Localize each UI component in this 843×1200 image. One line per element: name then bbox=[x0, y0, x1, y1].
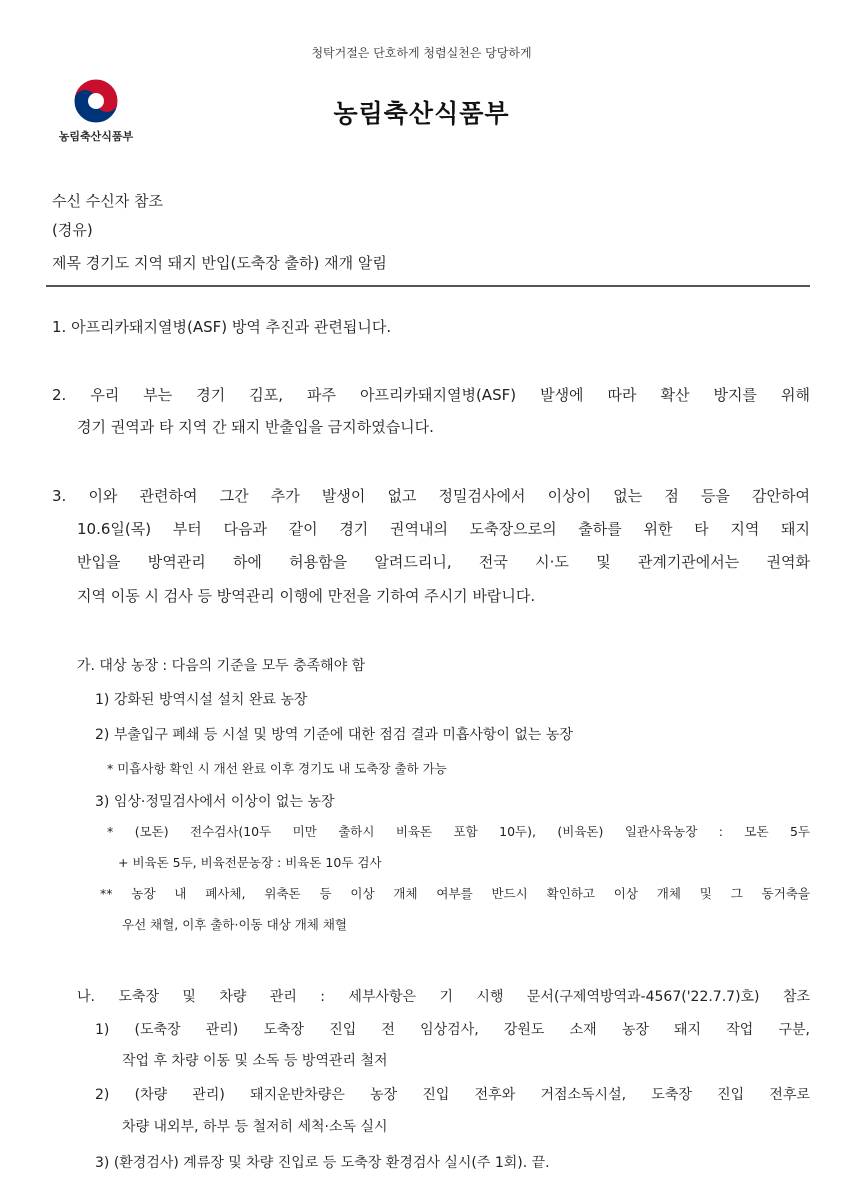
paragraph-1: 1. 아프리카돼지열병(ASF) 방역 추진과 관련됩니다. bbox=[52, 318, 392, 336]
section-ga-item-3-note-2-line-1: ** 농장 내 폐사체, 위축돈 등 이상 개체 여부를 반드시 확인하고 이상 개체 및 그 동거축을 bbox=[100, 886, 810, 901]
paragraph-2-line-2: 경기 권역과 타 지역 간 돼지 반출입을 금지하였습니다. bbox=[77, 418, 434, 436]
section-ga-item-1: 1) 강화된 방역시설 설치 완료 농장 bbox=[95, 692, 308, 708]
section-ga-item-3-note-1-line-1: * (모돈) 전수검사(10두 미만 출하시 비육돈 포함 10두), (비육돈) 일관사육농장 : 모돈 5두 bbox=[107, 824, 810, 839]
subject-line: 제목 경기도 지역 돼지 반입(도축장 출하) 재개 알림 bbox=[52, 254, 387, 272]
section-na-item-1-line-2: 작업 후 차량 이동 및 소독 등 방역관리 철저 bbox=[122, 1053, 388, 1069]
section-na-item-2-line-2: 차량 내외부, 하부 등 철저히 세척·소독 실시 bbox=[122, 1119, 388, 1135]
section-na-title: 나. 도축장 및 차량 관리 : 세부사항은 기 시행 문서(구제역방역과-4567('22.7.7)호) 참조 bbox=[77, 989, 810, 1005]
slogan: 청탁거절은 단호하게 청렴실천은 당당하게 bbox=[311, 46, 532, 60]
section-ga-item-2: 2) 부출입구 폐쇄 등 시설 및 방역 기준에 대한 점검 결과 미흡사항이 없는 농장 bbox=[95, 727, 573, 743]
section-ga-item-3-note-2-line-2: 우선 채혈, 이후 출하·이동 대상 개체 채혈 bbox=[122, 917, 347, 932]
section-na-item-1-line-1: 1) (도축장 관리) 도축장 진입 전 임상검사, 강원도 소재 농장 돼지 작업 구분, bbox=[95, 1022, 810, 1038]
paragraph-3-line-2: 10.6일(목) 부터 다음과 같이 경기 권역내의 도축장으로의 출하를 위한 타 지역 돼지 bbox=[77, 520, 810, 538]
paragraph-3-line-4: 지역 이동 시 검사 등 방역관리 이행에 만전을 기하여 주시기 바랍니다. bbox=[77, 587, 536, 605]
ministry-title: 농림축산식품부 bbox=[333, 99, 510, 128]
section-na-item-3: 3) (환경검사) 계류장 및 차량 진입로 등 도축장 환경검사 실시(주 1회). 끝. bbox=[95, 1155, 550, 1171]
logo-text: 농림축산식품부 bbox=[58, 130, 134, 143]
section-ga-title: 가. 대상 농장 : 다음의 기준을 모두 충족해야 함 bbox=[77, 658, 366, 674]
paragraph-3-line-1: 3. 이와 관련하여 그간 추가 발생이 없고 정밀검사에서 이상이 없는 점 등을 감안하여 bbox=[52, 487, 810, 505]
section-ga-item-3-note-1-line-2: + 비육돈 5두, 비육전문농장 : 비육돈 10두 검사 bbox=[118, 855, 382, 870]
paragraph-2-line-1: 2. 우리 부는 경기 김포, 파주 아프리카돼지열병(ASF) 발생에 따라 확산 방지를 위해 bbox=[52, 386, 810, 404]
section-ga-item-3: 3) 임상·정밀검사에서 이상이 없는 농장 bbox=[95, 794, 335, 810]
section-na-item-2-line-1: 2) (차량 관리) 돼지운반차량은 농장 진입 전후와 거점소독시설, 도축장 진입 전후로 bbox=[95, 1087, 810, 1103]
paragraph-3-line-3: 반입을 방역관리 하에 허용함을 알려드리니, 전국 시·도 및 관계기관에서는 권역화 bbox=[77, 553, 810, 571]
via-line: (경유) bbox=[52, 221, 93, 239]
header-divider bbox=[46, 285, 810, 287]
section-ga-item-2-note: * 미흡사항 확인 시 개선 완료 이후 경기도 내 도축장 출하 가능 bbox=[107, 761, 447, 776]
recipient-line: 수신 수신자 참조 bbox=[52, 192, 163, 210]
